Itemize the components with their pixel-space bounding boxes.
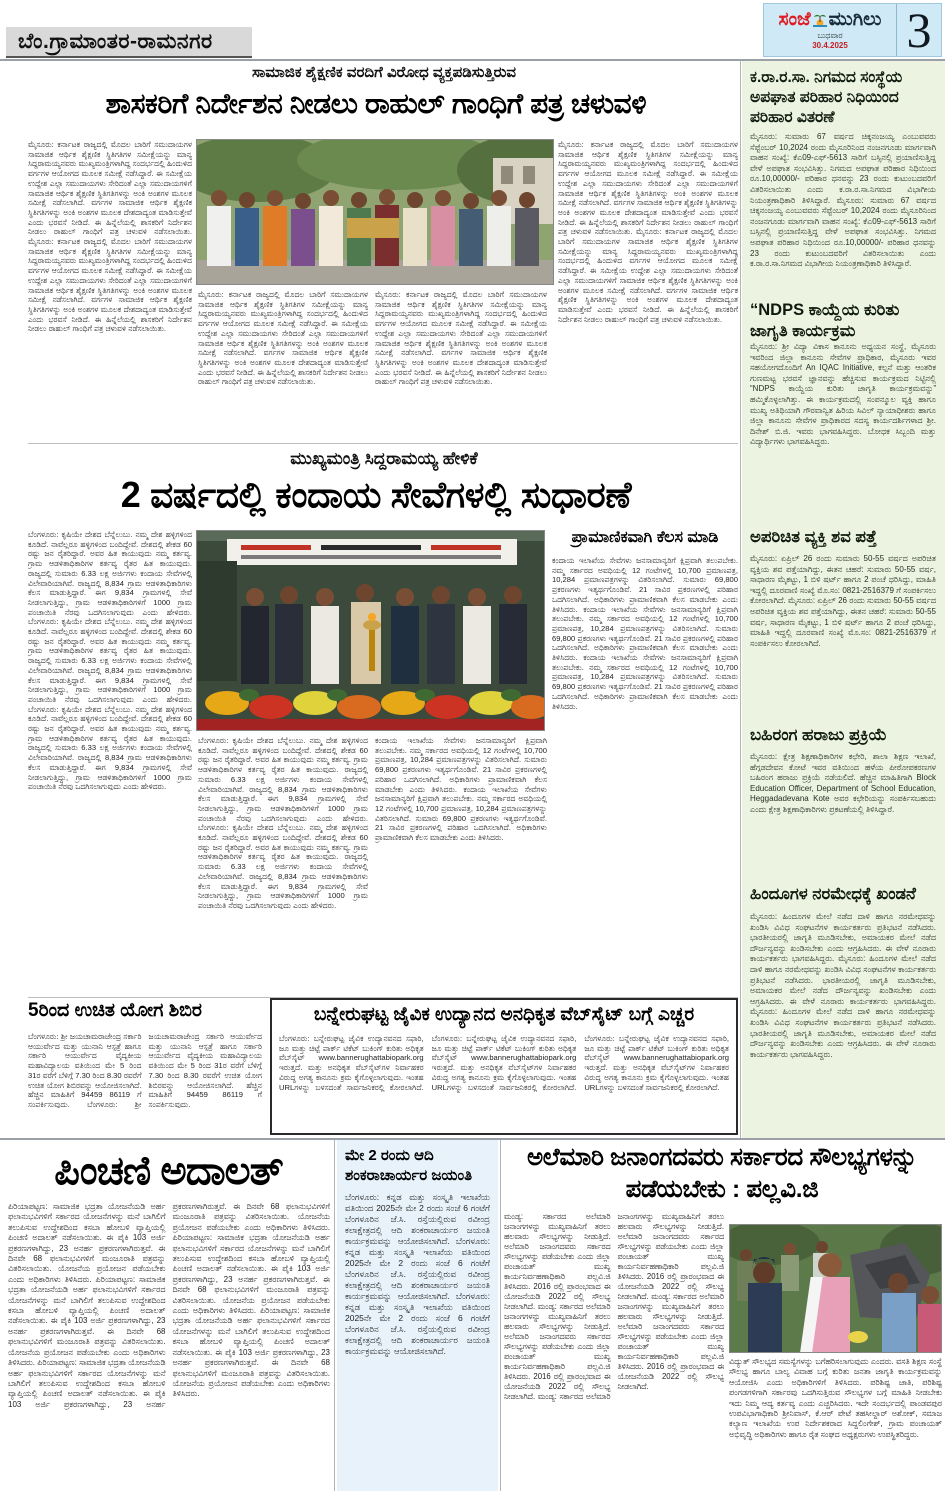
sidebar-article-1-body: ಮೈಸೂರು: ಸುಮಾರು 67 ವರ್ಷದ ಚಿಕ್ಕನಂಜಯ್ಯ ಎಂಬುವವರು ಸೆಪ್ಟೆಂಬರ್ 10,2024 ರಂದು ಮೈಸೂರಿನಿಂದ ನಂಜನಗೂಡು ಮಾರ್ಗವಾಗಿ ವಾಹನ ಸಂಖ್ಯೆ: ಕೆಎ09-ಎಫ್-5613 ಸಾರಿಗೆ ಬಸ್ಸಿನಲ್ಲಿ ಪ್ರಯಾಣಿಸುತ್ತಿದ್ದ ವೇಳೆ ಅಪಘಾತ ಸಂಭವಿಸಿತ್ತು. ನಿಗಮದ ಅಪಘಾತ ಪರಿಹಾರ ನಿಧಿಯಿಂದ ರೂ.10,00000/- ಪರಿಹಾರ ಧನವನ್ನು 23 ರಂದು ಕುಟುಂಬದವರಿಗೆ ವಿತರಿಸಲಾಯಿತು ಎಂದು ಕ.ರಾ.ರ.ಸಾ.ನಿಗಮದ ವಿಭಾಗೀಯ ನಿಯಂತ್ರಣಾಧಿಕಾರಿ ತಿಳಿಸಿದ್ದಾರೆ. ಮೈಸೂರು: ಸುಮಾರು 67 ವರ್ಷದ ಚಿಕ್ಕನಂಜಯ್ಯ ಎಂಬುವವರು ಸೆಪ್ಟೆಂಬರ್ 10,2024 ರಂದು ಮೈಸೂರಿನಿಂದ ನಂಜನಗೂಡು ಮಾರ್ಗವಾಗಿ ವಾಹನ ಸಂಖ್ಯೆ: ಕೆಎ09-ಎಫ್-5613 ಸಾರಿಗೆ ಬಸ್ಸಿನಲ್ಲಿ ಪ್ರಯಾಣಿಸುತ್ತಿದ್ದ ವೇಳೆ ಅಪಘಾತ ಸಂಭವಿಸಿತ್ತು. ನಿಗಮದ ಅಪಘಾತ ಪರಿಹಾರ ನಿಧಿಯಿಂದ ರೂ.10,00000/- ಪರಿಹಾರ ಧನವನ್ನು 23 ರಂದು ಕುಟುಂಬದವರಿಗೆ ವಿತರಿಸಲಾಯಿತು ಎಂದು ಕ.ರಾ.ರ.ಸಾ.ನಿಗಮದ ವಿಭಾಗೀಯ ನಿಯಂತ್ರಣಾಧಿಕಾರಿ ತಿಳಿಸಿದ್ದಾರೆ. bbox=[750, 132, 936, 269]
brand-name-red: ಸಂಜೆ bbox=[778, 9, 811, 30]
sidebar-article-2-headline: “NDPS ಕಾಯ್ದೆಯ ಕುರಿತು ಜಾಗೃತಿ ಕಾರ್ಯಕ್ರಮ bbox=[750, 301, 900, 340]
pension-article-headline: ಪಿಂಚಣಿ ಅದಾಲತ್ bbox=[54, 1149, 283, 1193]
main-article-kicker: ಸಾಮಾಜಿಕ ಶೈಕ್ಷಣಿಕ ವರದಿಗೆ ವಿರೋಧ ವ್ಯಕ್ತಪಡಿಸುತ್ತಿರುವ bbox=[251, 64, 516, 81]
main-article-photo bbox=[196, 139, 554, 285]
crowd-outdoor-photo bbox=[197, 140, 554, 285]
main-article-column-1: ಮೈಸೂರು: ಕರ್ನಾಟಕ ರಾಜ್ಯದಲ್ಲಿ ಮೊದಲ ಬಾರಿಗೆ ಸಮುದಾಯಗಳ ಸಾಮಾಜಿಕ ಆರ್ಥಿಕ ಶೈಕ್ಷಣಿಕ ಸ್ಥಿತಿಗತಿಗಳ ಸಮೀಕ್ಷೆಯನ್ನು ಮಾನ್ಯ ಸಿದ್ದರಾಮಯ್ಯನವರು ಮುಖ್ಯಮಂತ್ರಿಗಳಾಗಿದ್ದ ಸಂದರ್ಭದಲ್ಲಿ ಹಿಂದುಳಿದ ವರ್ಗಗಳ ಆಯೋಗದ ಮೂಲಕ ಸಮೀಕ್ಷೆ ನಡೆಸಿದ್ದಾರೆ. ಈ ಸಮೀಕ್ಷೆಯ ಉದ್ದೇಶ ಎಲ್ಲಾ ಸಮುದಾಯಗಳು ಸೇರಿದಂತೆ ಎಲ್ಲಾ ಸಮುದಾಯಗಳಿಗೆ ಸಾಮಾಜಿಕ ಆರ್ಥಿಕ ಶೈಕ್ಷಣಿಕ ಸ್ಥಿತಿಗತಿಗಳನ್ನು ಅಂಕಿ ಅಂಶಗಳ ಮೂಲಕ ಸಮೀಕ್ಷೆ ನಡೆಸಲಾಗಿದೆ. ವರ್ಗಗಳ ಸಾಮಾಜಿಕ ಆರ್ಥಿಕ ಶೈಕ್ಷಣಿಕ ಸ್ಥಿತಿಗತಿಗಳನ್ನು ಅಂಕಿ ಅಂಶಗಳ ಮೂಲಕ ದೇಶದಾದ್ಯಂತ ಮಾಡಿಸುತ್ತೇವೆ ಎಂದು ಭರವಸೆ ನೀಡಿದೆ. ಈ ಹಿನ್ನೆಲೆಯಲ್ಲಿ ಶಾಸಕರಿಗೆ ನಿರ್ದೇಶನ ನೀಡಲು ರಾಹುಲ್ ಗಾಂಧಿಗೆ ಪತ್ರ ಚಳುವಳಿ ನಡೆಸಲಾಯಿತು. ಮೈಸೂರು: ಕರ್ನಾಟಕ ರಾಜ್ಯದಲ್ಲಿ ಮೊದಲ ಬಾರಿಗೆ ಸಮುದಾಯಗಳ ಸಾಮಾಜಿಕ ಆರ್ಥಿಕ ಶೈಕ್ಷಣಿಕ ಸ್ಥಿತಿಗತಿಗಳ ಸಮೀಕ್ಷೆಯನ್ನು ಮಾನ್ಯ ಸಿದ್ದರಾಮಯ್ಯನವರು ಮುಖ್ಯಮಂತ್ರಿಗಳಾಗಿದ್ದ ಸಂದರ್ಭದಲ್ಲಿ ಹಿಂದುಳಿದ ವರ್ಗಗಳ ಆಯೋಗದ ಮೂಲಕ ಸಮೀಕ್ಷೆ ನಡೆಸಿದ್ದಾರೆ. ಈ ಸಮೀಕ್ಷೆಯ ಉದ್ದೇಶ ಎಲ್ಲಾ ಸಮುದಾಯಗಳು ಸೇರಿದಂತೆ ಎಲ್ಲಾ ಸಮುದಾಯಗಳಿಗೆ ಸಾಮಾಜಿಕ ಆರ್ಥಿಕ ಶೈಕ್ಷಣಿಕ ಸ್ಥಿತಿಗತಿಗಳನ್ನು ಅಂಕಿ ಅಂಶಗಳ ಮೂಲಕ ಸಮೀಕ್ಷೆ ನಡೆಸಲಾಗಿದೆ. ವರ್ಗಗಳ ಸಾಮಾಜಿಕ ಆರ್ಥಿಕ ಶೈಕ್ಷಣಿಕ ಸ್ಥಿತಿಗತಿಗಳನ್ನು ಅಂಕಿ ಅಂಶಗಳ ಮೂಲಕ ದೇಶದಾದ್ಯಂತ ಮಾಡಿಸುತ್ತೇವೆ ಎಂದು ಭರವಸೆ ನೀಡಿದೆ. ಈ ಹಿನ್ನೆಲೆಯಲ್ಲಿ ಶಾಸಕರಿಗೆ ನಿರ್ದೇಶನ ನೀಡಲು ರಾಹುಲ್ ಗಾಂಧಿಗೆ ಪತ್ರ ಚಳುವಳಿ ನಡೆಸಲಾಯಿತು. bbox=[28, 140, 192, 334]
sidebar-divider bbox=[740, 61, 741, 1138]
palm-sunset-icon bbox=[813, 13, 827, 27]
main-article-column-3: ಮೈಸೂರು: ಕರ್ನಾಟಕ ರಾಜ್ಯದಲ್ಲಿ ಮೊದಲ ಬಾರಿಗೆ ಸಮುದಾಯಗಳ ಸಾಮಾಜಿಕ ಆರ್ಥಿಕ ಶೈಕ್ಷಣಿಕ ಸ್ಥಿತಿಗತಿಗಳ ಸಮೀಕ್ಷೆಯನ್ನು ಮಾನ್ಯ ಸಿದ್ದರಾಮಯ್ಯನವರು ಮುಖ್ಯಮಂತ್ರಿಗಳಾಗಿದ್ದ ಸಂದರ್ಭದಲ್ಲಿ ಹಿಂದುಳಿದ ವರ್ಗಗಳ ಆಯೋಗದ ಮೂಲಕ ಸಮೀಕ್ಷೆ ನಡೆಸಿದ್ದಾರೆ. ಈ ಸಮೀಕ್ಷೆಯ ಉದ್ದೇಶ ಎಲ್ಲಾ ಸಮುದಾಯಗಳು ಸೇರಿದಂತೆ ಎಲ್ಲಾ ಸಮುದಾಯಗಳಿಗೆ ಸಾಮಾಜಿಕ ಆರ್ಥಿಕ ಶೈಕ್ಷಣಿಕ ಸ್ಥಿತಿಗತಿಗಳನ್ನು ಅಂಕಿ ಅಂಶಗಳ ಮೂಲಕ ಸಮೀಕ್ಷೆ ನಡೆಸಲಾಗಿದೆ. ವರ್ಗಗಳ ಸಾಮಾಜಿಕ ಆರ್ಥಿಕ ಶೈಕ್ಷಣಿಕ ಸ್ಥಿತಿಗತಿಗಳನ್ನು ಅಂಕಿ ಅಂಶಗಳ ಮೂಲಕ ದೇಶದಾದ್ಯಂತ ಮಾಡಿಸುತ್ತೇವೆ ಎಂದು ಭರವಸೆ ನೀಡಿದೆ. ಈ ಹಿನ್ನೆಲೆಯಲ್ಲಿ ಶಾಸಕರಿಗೆ ನಿರ್ದೇಶನ ನೀಡಲು ರಾಹುಲ್ ಗಾಂಧಿಗೆ ಪತ್ರ ಚಳುವಳಿ ನಡೆಸಲಾಯಿತು. bbox=[375, 290, 547, 387]
cm-article-kicker: ಮುಖ್ಯಮಂತ್ರಿ ಸಿದ್ದರಾಮಯ್ಯ ಹೇಳಿಕೆ bbox=[290, 449, 478, 468]
biopark-article-headline: ಬನ್ನೇರುಘಟ್ಟ ಜೈವಿಕ ಉದ್ಯಾನದ ಅನಧಿಕೃತ ವೆಬ್‌ಸೈಟ್ ಬಗ್ಗೆ ಎಚ್ಚರ bbox=[313, 1003, 695, 1024]
cm-article-column-2: ಬೆಂಗಳೂರು: ಕೃಷಿಯೇ ದೇಶದ ಬೆನ್ನೆಲುಬು. ನಮ್ಮ ದೇಶ ಹಳ್ಳಿಗಳಿಂದ ಕೂಡಿದೆ. ನಾವೆಲ್ಲರೂ ಹಳ್ಳಿಗಳಿಂದ ಬಂದಿದ್ದೇವೆ. ದೇಶದಲ್ಲಿ ಶೇಕಡ 60 ರಷ್ಟು ಜನ ರೈತರಿದ್ದಾರೆ. ಅವರ ಹಿತ ಕಾಯುವುದು ನಮ್ಮ ಕರ್ತವ್ಯ. ಗ್ರಾಮ ಆಡಳಿತಾಧಿಕಾರಿಗಳ ಕರ್ತವ್ಯ ರೈತರ ಹಿತ ಕಾಯುವುದು. ರಾಜ್ಯದಲ್ಲಿ ಸುಮಾರು 6.33 ಲಕ್ಷ ಅರ್ಜಿಗಳು ಕಂದಾಯ ಸೇವೆಗಳಲ್ಲಿ ವಿಲೇವಾರಿಯಾಗಿವೆ. ರಾಜ್ಯದಲ್ಲಿ 8,834 ಗ್ರಾಮ ಆಡಳಿತಾಧಿಕಾರಿಗಳು ಕೆಲಸ ಮಾಡುತ್ತಿದ್ದಾರೆ. ಈಗ 9,834 ಗ್ರಾಮಗಳಲ್ಲಿ ಸೇವೆ ನೀಡಲಾಗುತ್ತಿದ್ದು, ಗ್ರಾಮ ಆಡಳಿತಾಧಿಕಾರಿಗಳಿಗೆ 1000 ಗ್ರಾಮ ಪಂಚಾಯಿತಿ ನೆರವು ಒದಗಿಸಲಾಗುವುದು ಎಂದು ಹೇಳಿದರು. ಬೆಂಗಳೂರು: ಕೃಷಿಯೇ ದೇಶದ ಬೆನ್ನೆಲುಬು. ನಮ್ಮ ದೇಶ ಹಳ್ಳಿಗಳಿಂದ ಕೂಡಿದೆ. ನಾವೆಲ್ಲರೂ ಹಳ್ಳಿಗಳಿಂದ ಬಂದಿದ್ದೇವೆ. ದೇಶದಲ್ಲಿ ಶೇಕಡ 60 ರಷ್ಟು ಜನ ರೈತರಿದ್ದಾರೆ. ಅವರ ಹಿತ ಕಾಯುವುದು ನಮ್ಮ ಕರ್ತವ್ಯ. ಗ್ರಾಮ ಆಡಳಿತಾಧಿಕಾರಿಗಳ ಕರ್ತವ್ಯ ರೈತರ ಹಿತ ಕಾಯುವುದು. ರಾಜ್ಯದಲ್ಲಿ ಸುಮಾರು 6.33 ಲಕ್ಷ ಅರ್ಜಿಗಳು ಕಂದಾಯ ಸೇವೆಗಳಲ್ಲಿ ವಿಲೇವಾರಿಯಾಗಿವೆ. ರಾಜ್ಯದಲ್ಲಿ 8,834 ಗ್ರಾಮ ಆಡಳಿತಾಧಿಕಾರಿಗಳು ಕೆಲಸ ಮಾಡುತ್ತಿದ್ದಾರೆ. ಈಗ 9,834 ಗ್ರಾಮಗಳಲ್ಲಿ ಸೇವೆ ನೀಡಲಾಗುತ್ತಿದ್ದು, ಗ್ರಾಮ ಆಡಳಿತಾಧಿಕಾರಿಗಳಿಗೆ 1000 ಗ್ರಾಮ ಪಂಚಾಯಿತಿ ನೆರವು ಒದಗಿಸಲಾಗುವುದು ಎಂದು ಹೇಳಿದರು. bbox=[198, 736, 368, 910]
sidebar-article-5-body: ಮೈಸೂರು: ಹಿಂದೂಗಳ ಮೇಲೆ ನಡೆದ ದಾಳಿ ಹಾಗೂ ನರಮೇಧವನ್ನು ಖಂಡಿಸಿ ವಿವಿಧ ಸಂಘಟನೆಗಳ ಕಾರ್ಯಕರ್ತರು ಪ್ರತಿಭಟನೆ ನಡೆಸಿದರು. ಭಾರತೀಯರಲ್ಲಿ ಜಾಗೃತಿ ಮೂಡಿಸಬೇಕು, ಅಮಾಯಕರ ಮೇಲೆ ನಡೆದ ದೌರ್ಜನ್ಯವನ್ನು ಖಂಡಿಸಬೇಕು ಎಂದು ಆಗ್ರಹಿಸಿದರು. ಈ ವೇಳೆ ನೂರಾರು ಕಾರ್ಯಕರ್ತರು ಭಾಗವಹಿಸಿದ್ದರು. ಮೈಸೂರು: ಹಿಂದೂಗಳ ಮೇಲೆ ನಡೆದ ದಾಳಿ ಹಾಗೂ ನರಮೇಧವನ್ನು ಖಂಡಿಸಿ ವಿವಿಧ ಸಂಘಟನೆಗಳ ಕಾರ್ಯಕರ್ತರು ಪ್ರತಿಭಟನೆ ನಡೆಸಿದರು. ಭಾರತೀಯರಲ್ಲಿ ಜಾಗೃತಿ ಮೂಡಿಸಬೇಕು, ಅಮಾಯಕರ ಮೇಲೆ ನಡೆದ ದೌರ್ಜನ್ಯವನ್ನು ಖಂಡಿಸಬೇಕು ಎಂದು ಆಗ್ರಹಿಸಿದರು. ಈ ವೇಳೆ ನೂರಾರು ಕಾರ್ಯಕರ್ತರು ಭಾಗವಹಿಸಿದ್ದರು. ಮೈಸೂರು: ಹಿಂದೂಗಳ ಮೇಲೆ ನಡೆದ ದಾಳಿ ಹಾಗೂ ನರಮೇಧವನ್ನು ಖಂಡಿಸಿ ವಿವಿಧ ಸಂಘಟನೆಗಳ ಕಾರ್ಯಕರ್ತರು ಪ್ರತಿಭಟನೆ ನಡೆಸಿದರು. ಭಾರತೀಯರಲ್ಲಿ ಜಾಗೃತಿ ಮೂಡಿಸಬೇಕು, ಅಮಾಯಕರ ಮೇಲೆ ನಡೆದ ದೌರ್ಜನ್ಯವನ್ನು ಖಂಡಿಸಬೇಕು ಎಂದು ಆಗ್ರಹಿಸಿದರು. ಈ ವೇಳೆ ನೂರಾರು ಕಾರ್ಯಕರ್ತರು ಭಾಗವಹಿಸಿದ್ದರು. bbox=[750, 912, 936, 1059]
sidebar-article-3-body: ಮೈಸೂರು: ಏಪ್ರಿಲ್ 26 ರಂದು ಸುಮಾರು 50-55 ವರ್ಷದ ಅಪರಿಚಿತ ವ್ಯಕ್ತಿಯ ಶವ ಪತ್ತೆಯಾಗಿದ್ದು, ಈತನ ಚಹರೆ: ಸುಮಾರು 50-55 ವರ್ಷ, ಸಾಧಾರಣ ಮೈಕಟ್ಟು, 1 ಬಿಳಿ ಷರ್ಟ್ ಹಾಗೂ 2 ಪಂಚೆ ಧರಿಸಿದ್ದು, ಮಾಹಿತಿ ಇದ್ದಲ್ಲಿ ದೂರವಾಣಿ ಸಂಖ್ಯೆ ಮೊ.ಸಂ: 0821-2516379 ಗೆ ಸಂಪರ್ಕಿಸಲು ಕೋರಲಾಗಿದೆ. ಮೈಸೂರು: ಏಪ್ರಿಲ್ 26 ರಂದು ಸುಮಾರು 50-55 ವರ್ಷದ ಅಪರಿಚಿತ ವ್ಯಕ್ತಿಯ ಶವ ಪತ್ತೆಯಾಗಿದ್ದು, ಈತನ ಚಹರೆ: ಸುಮಾರು 50-55 ವರ್ಷ, ಸಾಧಾರಣ ಮೈಕಟ್ಟು, 1 ಬಿಳಿ ಷರ್ಟ್ ಹಾಗೂ 2 ಪಂಚೆ ಧರಿಸಿದ್ದು, ಮಾಹಿತಿ ಇದ್ದಲ್ಲಿ ದೂರವಾಣಿ ಸಂಖ್ಯೆ ಮೊ.ಸಂ: 0821-2516379 ಗೆ ಸಂಪರ್ಕಿಸಲು ಕೋರಲಾಗಿದೆ. bbox=[750, 554, 936, 648]
bottom-divider-1 bbox=[334, 1140, 335, 1491]
yoga-article-headline: 5ರಿಂದ ಉಚಿತ ಯೋಗ ಶಿಬಿರ bbox=[28, 1000, 202, 1021]
biopark-article-body: ಬೆಂಗಳೂರು: ಬನ್ನೇರುಘಟ್ಟ ಜೈವಿಕ ಉದ್ಯಾನವನದ ಸಫಾರಿ, ಜೂ ಮತ್ತು ಚಿಟ್ಟೆ ಪಾರ್ಕ್ ಟಿಕೆಟ್ ಬುಕಿಂಗ್ ಕುರಿತು ಅಧಿಕೃತ ವೆಬ್‌ಸೈಟ್ www.bannerughattabiopark.org ಇರುತ್ತದೆ. ಮತ್ತು ಅನಧಿಕೃತ ವೆಬ್‌ಸೈಟ್‌ಗಳ ನಿರ್ವಾಹಕರ ವಿರುದ್ಧ ಅಗತ್ಯ ಕಾನೂನು ಕ್ರಮ ಕೈಗೊಳ್ಳಲಾಗುವುದು. ಇಂತಹ URLಗಳನ್ನು ಬಳಸದಂತೆ ಸಾರ್ವಜನಿಕರಲ್ಲಿ ಕೋರಲಾಗಿದೆ. ಬೆಂಗಳೂರು: ಬನ್ನೇರುಘಟ್ಟ ಜೈವಿಕ ಉದ್ಯಾನವನದ ಸಫಾರಿ, ಜೂ ಮತ್ತು ಚಿಟ್ಟೆ ಪಾರ್ಕ್ ಟಿಕೆಟ್ ಬುಕಿಂಗ್ ಕುರಿತು ಅಧಿಕೃತ ವೆಬ್‌ಸೈಟ್ www.bannerughattabiopark.org ಇರುತ್ತದೆ. ಮತ್ತು ಅನಧಿಕೃತ ವೆಬ್‌ಸೈಟ್‌ಗಳ ನಿರ್ವಾಹಕರ ವಿರುದ್ಧ ಅಗತ್ಯ ಕಾನೂನು ಕ್ರಮ ಕೈಗೊಳ್ಳಲಾಗುವುದು. ಇಂತಹ URLಗಳನ್ನು ಬಳಸದಂತೆ ಸಾರ್ವಜನಿಕರಲ್ಲಿ ಕೋರಲಾಗಿದೆ. ಬೆಂಗಳೂರು: ಬನ್ನೇರುಘಟ್ಟ ಜೈವಿಕ ಉದ್ಯಾನವನದ ಸಫಾರಿ, ಜೂ ಮತ್ತು ಚಿಟ್ಟೆ ಪಾರ್ಕ್ ಟಿಕೆಟ್ ಬುಕಿಂಗ್ ಕುರಿತು ಅಧಿಕೃತ ವೆಬ್‌ಸೈಟ್ www.bannerughattabiopark.org ಇರುತ್ತದೆ. ಮತ್ತು ಅನಧಿಕೃತ ವೆಬ್‌ಸೈಟ್‌ಗಳ ನಿರ್ವಾಹಕರ ವಿರುದ್ಧ ಅಗತ್ಯ ಕಾನೂನು ಕ್ರಮ ಕೈಗೊಳ್ಳಲಾಗುವುದು. ಇಂತಹ URLಗಳನ್ನು ಬಳಸದಂತೆ ಸಾರ್ವಜನಿಕರಲ್ಲಿ ಕೋರಲಾಗಿದೆ. bbox=[279, 1034, 729, 1092]
section-banner bbox=[6, 27, 252, 58]
alemari-article-body-below-photo: ವಿದ್ಯುತ್ ಸೌಲಭ್ಯದ ಸಮಸ್ಯೆಗಳನ್ನು ಬಗೆಹರಿಸಲಾಗುವುದು ಎಂದರು. ವಸತಿ ಶಿಕ್ಷಣ ಸಂಸ್ಥೆ ಸೌಲಭ್ಯ ಹಾಗೂ ಬಾಲ್ಯ ವಿವಾಹ ಬಗ್ಗೆ ಕುರಿತು ಜನತಾ ಜಾಗೃತಿ ಕಾರ್ಯಕ್ರಮವನ್ನು ಆಯೋಜಿಸಿ ಎಂದು ಅಧಿಕಾರಿಗಳಿಗೆ ತಿಳಿಸಿದರು. ಪರಿಶಿಷ್ಟ ಜಾತಿ, ಪರಿಶಿಷ್ಟ ಪಂಗಡಗಳಿಗಾಗಿ ಸರ್ಕಾರವು ಒದಗಿಸುತ್ತಿರುವ ಸೌಲಭ್ಯಗಳ ಬಗ್ಗೆ ಮಾಹಿತಿ ನೀಡಬೇಕು ಇದು ನಿಮ್ಮ ಆದ್ಯ ಕರ್ತವ್ಯ ಎಂದು ಎಚ್ಚರಿಸಿದರು. ಇದೇ ಸಂದರ್ಭದಲ್ಲಿ ಪಾಂಡವಪುರ ಉಪವಿಭಾಗಾಧಿಕಾರಿ ಶ್ರೀನಿವಾಸ್, ಕೆ.ಆರ್ ಪೇಟೆ ತಹಸೀಲ್ದಾರ್ ಅಶೋಕ್, ಸಮಾಜ ಕಲ್ಯಾಣ ಇಲಾಖೆಯ ಉಪ ನಿರ್ದೇಶಕರಾದ ಸಿದ್ದಲಿಂಗೇಶ್, ಗ್ರಾಮ ಪಂಚಾಯತ್ ಅಭಿವೃದ್ಧಿ ಅಧಿಕಾರಿಗಳು ಹಾಗೂ ರೈತ ಸಂಘದ ಅಧ್ಯಕ್ಷರುಗಳು ಉಪಸ್ಥಿತರಿದ್ದರು. bbox=[729, 1357, 942, 1439]
alemari-article-headline: ಅಲೆಮಾರಿ ಜನಾಂಗದವರು ಸರ್ಕಾರದ ಸೌಲಭ್ಯಗಳನ್ನು ಪಡೆಯಬೇಕು : ಪಲ್ಲವಿ.ಜಿ bbox=[526, 1144, 918, 1203]
masthead-brand bbox=[764, 4, 897, 56]
cm-article-headline: 2 ವರ್ಷದಲ್ಲಿ ಕಂದಾಯ ಸೇವೆಗಳಲ್ಲಿ ಸುಧಾರಣೆ bbox=[120, 474, 632, 515]
yoga-article-body: ಬೆಂಗಳೂರು: ಶ್ರೀ ಜಯಚಾಮರಾಜೇಂದ್ರ ಸರ್ಕಾರಿ ಆಯುರ್ವೇದ ಮತ್ತು ಯುನಾನಿ ಆಸ್ಪತ್ರೆ ಹಾಗೂ ಸರ್ಕಾರಿ ಆಯುರ್ವೇದ ವೈದ್ಯಕೀಯ ಮಹಾವಿದ್ಯಾಲಯ ವತಿಯಿಂದ ಮೇ 5 ರಿಂದ 31ರ ವರೆಗೆ ಬೆಳಿಗ್ಗೆ 7.30 ರಿಂದ 8.30 ರವರೆಗೆ ಉಚಿತ ಯೋಗ ಶಿಬಿರವನ್ನು ಆಯೋಜಿಸಲಾಗಿದೆ. ಹೆಚ್ಚಿನ ಮಾಹಿತಿಗೆ 94459 86119 ಗೆ ಸಂಪರ್ಕಿಸುವುದು. ಬೆಂಗಳೂರು: ಶ್ರೀ ಜಯಚಾಮರಾಜೇಂದ್ರ ಸರ್ಕಾರಿ ಆಯುರ್ವೇದ ಮತ್ತು ಯುನಾನಿ ಆಸ್ಪತ್ರೆ ಹಾಗೂ ಸರ್ಕಾರಿ ಆಯುರ್ವೇದ ವೈದ್ಯಕೀಯ ಮಹಾವಿದ್ಯಾಲಯ ವತಿಯಿಂದ ಮೇ 5 ರಿಂದ 31ರ ವರೆಗೆ ಬೆಳಿಗ್ಗೆ 7.30 ರಿಂದ 8.30 ರವರೆಗೆ ಉಚಿತ ಯೋಗ ಶಿಬಿರವನ್ನು ಆಯೋಜಿಸಲಾಗಿದೆ. ಹೆಚ್ಚಿನ ಮಾಹಿತಿಗೆ 94459 86119 ಗೆ ಸಂಪರ್ಕಿಸುವುದು. bbox=[28, 1032, 262, 1109]
lamp-lighting-event-photo bbox=[197, 531, 545, 731]
alemari-article-column-left: ಮಂಡ್ಯ: ಸರ್ಕಾರದ ಅಲೆಮಾರಿ ಜನಾಂಗಗಳನ್ನು ಮುಖ್ಯವಾಹಿನಿಗೆ ತರಲು ಹಲವಾರು ಸೌಲಭ್ಯಗಳನ್ನು ನೀಡುತ್ತಿದೆ. ಅಲೆಮಾರಿ ಜನಾಂಗದವರು ಸರ್ಕಾರದ ಸೌಲಭ್ಯಗಳನ್ನು ಪಡೆಯಬೇಕು ಎಂದು ಜಿಲ್ಲಾ ಪಂಚಾಯತ್ ಮುಖ್ಯ ಕಾರ್ಯನಿರ್ವಹಣಾಧಿಕಾರಿ ಪಲ್ಲವಿ.ಜಿ ತಿಳಿಸಿದರು. 2016 ರಲ್ಲಿ ಪ್ರಾರಂಭವಾದ ಈ ಯೋಜನೆಯಡಿ 2022 ರಲ್ಲಿ ಸೌಲಭ್ಯ ನೀಡಲಾಗಿದೆ. ಮಂಡ್ಯ: ಸರ್ಕಾರದ ಅಲೆಮಾರಿ ಜನಾಂಗಗಳನ್ನು ಮುಖ್ಯವಾಹಿನಿಗೆ ತರಲು ಹಲವಾರು ಸೌಲಭ್ಯಗಳನ್ನು ನೀಡುತ್ತಿದೆ. ಅಲೆಮಾರಿ ಜನಾಂಗದವರು ಸರ್ಕಾರದ ಸೌಲಭ್ಯಗಳನ್ನು ಪಡೆಯಬೇಕು ಎಂದು ಜಿಲ್ಲಾ ಪಂಚಾಯತ್ ಮುಖ್ಯ ಕಾರ್ಯನಿರ್ವಹಣಾಧಿಕಾರಿ ಪಲ್ಲವಿ.ಜಿ ತಿಳಿಸಿದರು. 2016 ರಲ್ಲಿ ಪ್ರಾರಂಭವಾದ ಈ ಯೋಜನೆಯಡಿ 2022 ರಲ್ಲಿ ಸೌಲಭ್ಯ ನೀಡಲಾಗಿದೆ. ಮಂಡ್ಯ: ಸರ್ಕಾರದ ಅಲೆಮಾರಿ ಜನಾಂಗಗಳನ್ನು ಮುಖ್ಯವಾಹಿನಿಗೆ ತರಲು ಹಲವಾರು ಸೌಲಭ್ಯಗಳನ್ನು ನೀಡುತ್ತಿದೆ. ಅಲೆಮಾರಿ ಜನಾಂಗದವರು ಸರ್ಕಾರದ ಸೌಲಭ್ಯಗಳನ್ನು ಪಡೆಯಬೇಕು ಎಂದು ಜಿಲ್ಲಾ ಪಂಚಾಯತ್ ಮುಖ್ಯ ಕಾರ್ಯನಿರ್ವಹಣಾಧಿಕಾರಿ ಪಲ್ಲವಿ.ಜಿ ತಿಳಿಸಿದರು. 2016 ರಲ್ಲಿ ಪ್ರಾರಂಭವಾದ ಈ ಯೋಜನೆಯಡಿ 2022 ರಲ್ಲಿ ಸೌಲಭ್ಯ ನೀಡಲಾಗಿದೆ. ಮಂಡ್ಯ: ಸರ್ಕಾರದ ಅಲೆಮಾರಿ ಜನಾಂಗಗಳನ್ನು ಮುಖ್ಯವಾಹಿನಿಗೆ ತರಲು ಹಲವಾರು ಸೌಲಭ್ಯಗಳನ್ನು ನೀಡುತ್ತಿದೆ. ಅಲೆಮಾರಿ ಜನಾಂಗದವರು ಸರ್ಕಾರದ ಸೌಲಭ್ಯಗಳನ್ನು ಪಡೆಯಬೇಕು ಎಂದು ಜಿಲ್ಲಾ ಪಂಚಾಯತ್ ಮುಖ್ಯ ಕಾರ್ಯನಿರ್ವಹಣಾಧಿಕಾರಿ ಪಲ್ಲವಿ.ಜಿ ತಿಳಿಸಿದರು. 2016 ರಲ್ಲಿ ಪ್ರಾರಂಭವಾದ ಈ ಯೋಜನೆಯಡಿ 2022 ರಲ್ಲಿ ಸೌಲಭ್ಯ ನೀಡಲಾಗಿದೆ. bbox=[504, 1212, 724, 1401]
page-number: 3 bbox=[906, 2, 932, 58]
sidebar-article-1-headline: ಕ.ರಾ.ರ.ಸಾ. ನಿಗಮದ ಸಂಸ್ಥೆಯ ಅಪಘಾತ ಪರಿಹಾರ ನಿಧಿಯಿಂದ ಪರಿಹಾರ ವಿತರಣೆ bbox=[750, 69, 903, 126]
cm-article-column-3: ಕಂದಾಯ ಇಲಾಖೆಯ ಸೇವೆಗಳು ಜನಸಾಮಾನ್ಯರಿಗೆ ಕ್ಷಿಪ್ರವಾಗಿ ತಲುಪಬೇಕು. ನಮ್ಮ ಸರ್ಕಾರದ ಅವಧಿಯಲ್ಲಿ 12 ಗಂಟೆಗಳಲ್ಲಿ 10,700 ಪ್ರಮಾಣಪತ್ರ, 10,284 ಪ್ರಮಾಣಪತ್ರಗಳನ್ನು ವಿತರಿಸಲಾಗಿದೆ. ಸುಮಾರು 69,800 ಪ್ರಕರಣಗಳು ಇತ್ಯರ್ಥಗೊಂಡಿವೆ. 21 ಸಾವಿರ ಪ್ರಕರಣಗಳಲ್ಲಿ ಪರಿಹಾರ ಒದಗಿಸಲಾಗಿದೆ. ಅಧಿಕಾರಿಗಳು ಪ್ರಾಮಾಣಿಕವಾಗಿ ಕೆಲಸ ಮಾಡಬೇಕು ಎಂದು ತಿಳಿಸಿದರು. ಕಂದಾಯ ಇಲಾಖೆಯ ಸೇವೆಗಳು ಜನಸಾಮಾನ್ಯರಿಗೆ ಕ್ಷಿಪ್ರವಾಗಿ ತಲುಪಬೇಕು. ನಮ್ಮ ಸರ್ಕಾರದ ಅವಧಿಯಲ್ಲಿ 12 ಗಂಟೆಗಳಲ್ಲಿ 10,700 ಪ್ರಮಾಣಪತ್ರ, 10,284 ಪ್ರಮಾಣಪತ್ರಗಳನ್ನು ವಿತರಿಸಲಾಗಿದೆ. ಸುಮಾರು 69,800 ಪ್ರಕರಣಗಳು ಇತ್ಯರ್ಥಗೊಂಡಿವೆ. 21 ಸಾವಿರ ಪ್ರಕರಣಗಳಲ್ಲಿ ಪರಿಹಾರ ಒದಗಿಸಲಾಗಿದೆ. ಅಧಿಕಾರಿಗಳು ಪ್ರಾಮಾಣಿಕವಾಗಿ ಕೆಲಸ ಮಾಡಬೇಕು ಎಂದು ತಿಳಿಸಿದರು. bbox=[375, 736, 547, 843]
shankara-article-box bbox=[337, 1140, 498, 1491]
cm-article-column-1: ಬೆಂಗಳೂರು: ಕೃಷಿಯೇ ದೇಶದ ಬೆನ್ನೆಲುಬು. ನಮ್ಮ ದೇಶ ಹಳ್ಳಿಗಳಿಂದ ಕೂಡಿದೆ. ನಾವೆಲ್ಲರೂ ಹಳ್ಳಿಗಳಿಂದ ಬಂದಿದ್ದೇವೆ. ದೇಶದಲ್ಲಿ ಶೇಕಡ 60 ರಷ್ಟು ಜನ ರೈತರಿದ್ದಾರೆ. ಅವರ ಹಿತ ಕಾಯುವುದು ನಮ್ಮ ಕರ್ತವ್ಯ. ಗ್ರಾಮ ಆಡಳಿತಾಧಿಕಾರಿಗಳ ಕರ್ತವ್ಯ ರೈತರ ಹಿತ ಕಾಯುವುದು. ರಾಜ್ಯದಲ್ಲಿ ಸುಮಾರು 6.33 ಲಕ್ಷ ಅರ್ಜಿಗಳು ಕಂದಾಯ ಸೇವೆಗಳಲ್ಲಿ ವಿಲೇವಾರಿಯಾಗಿವೆ. ರಾಜ್ಯದಲ್ಲಿ 8,834 ಗ್ರಾಮ ಆಡಳಿತಾಧಿಕಾರಿಗಳು ಕೆಲಸ ಮಾಡುತ್ತಿದ್ದಾರೆ. ಈಗ 9,834 ಗ್ರಾಮಗಳಲ್ಲಿ ಸೇವೆ ನೀಡಲಾಗುತ್ತಿದ್ದು, ಗ್ರಾಮ ಆಡಳಿತಾಧಿಕಾರಿಗಳಿಗೆ 1000 ಗ್ರಾಮ ಪಂಚಾಯಿತಿ ನೆರವು ಒದಗಿಸಲಾಗುವುದು ಎಂದು ಹೇಳಿದರು. ಬೆಂಗಳೂರು: ಕೃಷಿಯೇ ದೇಶದ ಬೆನ್ನೆಲುಬು. ನಮ್ಮ ದೇಶ ಹಳ್ಳಿಗಳಿಂದ ಕೂಡಿದೆ. ನಾವೆಲ್ಲರೂ ಹಳ್ಳಿಗಳಿಂದ ಬಂದಿದ್ದೇವೆ. ದೇಶದಲ್ಲಿ ಶೇಕಡ 60 ರಷ್ಟು ಜನ ರೈತರಿದ್ದಾರೆ. ಅವರ ಹಿತ ಕಾಯುವುದು ನಮ್ಮ ಕರ್ತವ್ಯ. ಗ್ರಾಮ ಆಡಳಿತಾಧಿಕಾರಿಗಳ ಕರ್ತವ್ಯ ರೈತರ ಹಿತ ಕಾಯುವುದು. ರಾಜ್ಯದಲ್ಲಿ ಸುಮಾರು 6.33 ಲಕ್ಷ ಅರ್ಜಿಗಳು ಕಂದಾಯ ಸೇವೆಗಳಲ್ಲಿ ವಿಲೇವಾರಿಯಾಗಿವೆ. ರಾಜ್ಯದಲ್ಲಿ 8,834 ಗ್ರಾಮ ಆಡಳಿತಾಧಿಕಾರಿಗಳು ಕೆಲಸ ಮಾಡುತ್ತಿದ್ದಾರೆ. ಈಗ 9,834 ಗ್ರಾಮಗಳಲ್ಲಿ ಸೇವೆ ನೀಡಲಾಗುತ್ತಿದ್ದು, ಗ್ರಾಮ ಆಡಳಿತಾಧಿಕಾರಿಗಳಿಗೆ 1000 ಗ್ರಾಮ ಪಂಚಾಯಿತಿ ನೆರವು ಒದಗಿಸಲಾಗುವುದು ಎಂದು ಹೇಳಿದರು. ಬೆಂಗಳೂರು: ಕೃಷಿಯೇ ದೇಶದ ಬೆನ್ನೆಲುಬು. ನಮ್ಮ ದೇಶ ಹಳ್ಳಿಗಳಿಂದ ಕೂಡಿದೆ. ನಾವೆಲ್ಲರೂ ಹಳ್ಳಿಗಳಿಂದ ಬಂದಿದ್ದೇವೆ. ದೇಶದಲ್ಲಿ ಶೇಕಡ 60 ರಷ್ಟು ಜನ ರೈತರಿದ್ದಾರೆ. ಅವರ ಹಿತ ಕಾಯುವುದು ನಮ್ಮ ಕರ್ತವ್ಯ. ಗ್ರಾಮ ಆಡಳಿತಾಧಿಕಾರಿಗಳ ಕರ್ತವ್ಯ ರೈತರ ಹಿತ ಕಾಯುವುದು. ರಾಜ್ಯದಲ್ಲಿ ಸುಮಾರು 6.33 ಲಕ್ಷ ಅರ್ಜಿಗಳು ಕಂದಾಯ ಸೇವೆಗಳಲ್ಲಿ ವಿಲೇವಾರಿಯಾಗಿವೆ. ರಾಜ್ಯದಲ್ಲಿ 8,834 ಗ್ರಾಮ ಆಡಳಿತಾಧಿಕಾರಿಗಳು ಕೆಲಸ ಮಾಡುತ್ತಿದ್ದಾರೆ. ಈಗ 9,834 ಗ್ರಾಮಗಳಲ್ಲಿ ಸೇವೆ ನೀಡಲಾಗುತ್ತಿದ್ದು, ಗ್ರಾಮ ಆಡಳಿತಾಧಿಕಾರಿಗಳಿಗೆ 1000 ಗ್ರಾಮ ಪಂಚಾಯಿತಿ ನೆರವು ಒದಗಿಸಲಾಗುವುದು ಎಂದು ಹೇಳಿದರು. bbox=[28, 530, 192, 792]
shankara-article-headline: ಮೇ 2 ರಂದು ಆದಿ ಶಂಕರಾಚಾರ್ಯರ ಜಯಂತಿ bbox=[345, 1147, 473, 1184]
sidebar-article-5-headline: ಹಿಂದೂಗಳ ನರಮೇಧಕ್ಕೆ ಖಂಡನೆ bbox=[750, 885, 916, 903]
shankara-article-body: ಬೆಂಗಳೂರು: ಕನ್ನಡ ಮತ್ತು ಸಂಸ್ಕೃತಿ ಇಲಾಖೆಯ ವತಿಯಿಂದ 2025ನೇ ಮೇ 2 ರಂದು ಸಂಜೆ 6 ಗಂಟೆಗೆ ಬೆಂಗಳೂರಿನ ಜೆ.ಸಿ. ರಸ್ತೆಯಲ್ಲಿರುವ ರವೀಂದ್ರ ಕಲಾಕ್ಷೇತ್ರದಲ್ಲಿ ಆದಿ ಶಂಕರಾಚಾರ್ಯರ ಜಯಂತಿ ಕಾರ್ಯಕ್ರಮವನ್ನು ಆಯೋಜಿಸಲಾಗಿದೆ. ಬೆಂಗಳೂರು: ಕನ್ನಡ ಮತ್ತು ಸಂಸ್ಕೃತಿ ಇಲಾಖೆಯ ವತಿಯಿಂದ 2025ನೇ ಮೇ 2 ರಂದು ಸಂಜೆ 6 ಗಂಟೆಗೆ ಬೆಂಗಳೂರಿನ ಜೆ.ಸಿ. ರಸ್ತೆಯಲ್ಲಿರುವ ರವೀಂದ್ರ ಕಲಾಕ್ಷೇತ್ರದಲ್ಲಿ ಆದಿ ಶಂಕರಾಚಾರ್ಯರ ಜಯಂತಿ ಕಾರ್ಯಕ್ರಮವನ್ನು ಆಯೋಜಿಸಲಾಗಿದೆ. ಬೆಂಗಳೂರು: ಕನ್ನಡ ಮತ್ತು ಸಂಸ್ಕೃತಿ ಇಲಾಖೆಯ ವತಿಯಿಂದ 2025ನೇ ಮೇ 2 ರಂದು ಸಂಜೆ 6 ಗಂಟೆಗೆ ಬೆಂಗಳೂರಿನ ಜೆ.ಸಿ. ರಸ್ತೆಯಲ್ಲಿರುವ ರವೀಂದ್ರ ಕಲಾಕ್ಷೇತ್ರದಲ್ಲಿ ಆದಿ ಶಂಕರಾಚಾರ್ಯರ ಜಯಂತಿ ಕಾರ್ಯಕ್ರಮವನ್ನು ಆಯೋಜಿಸಲಾಗಿದೆ. bbox=[345, 1192, 490, 1356]
sidebar-article-4-body: ಮೈಸೂರು: ಕ್ಷೇತ್ರ ಶಿಕ್ಷಣಾಧಿಕಾರಿಗಳ ಕಛೇರಿ, ಶಾಲಾ ಶಿಕ್ಷಣ ಇಲಾಖೆ, ಹೆಗ್ಗಡದೇವನ ಕೋಟೆ ಇವರ ವತಿಯಿಂದ ಹಳೆಯ ಪೀಠೋಪಕರಣಗಳ ಬಹಿರಂಗ ಹರಾಜು ಪ್ರಕ್ರಿಯೆ ನಡೆಯಲಿದೆ. ಹೆಚ್ಚಿನ ಮಾಹಿತಿಗಾಗಿ Block Education Officer, Department of School Education, Heggadadevana Kote ಅವರ ಕಛೇರಿಯನ್ನು ಸಂಪರ್ಕಿಸಬಹುದು ಎಂದು ಕ್ಷೇತ್ರ ಶಿಕ್ಷಣಾಧಿಕಾರಿಗಳು ಪ್ರಕಟಣೆಯಲ್ಲಿ ತಿಳಿಸಿದ್ದಾರೆ. bbox=[750, 752, 936, 814]
masthead bbox=[763, 3, 942, 57]
field-visit-photo bbox=[730, 1225, 942, 1353]
brand-name-dark: ಮುಗಿಲು bbox=[828, 9, 882, 30]
pension-article-body: ಪಿರಿಯಾಪಟ್ಟಣ: ಸಾಮಾಜಿಕ ಭದ್ರತಾ ಯೋಜನೆಯಡಿ ಅರ್ಹ ಫಲಾನುಭವಿಗಳಿಗೆ ಸರ್ಕಾರದ ಯೋಜನೆಗಳನ್ನು ಮನೆ ಬಾಗಿಲಿಗೆ ತಲುಪಿಸುವ ಉದ್ದೇಶದಿಂದ ಕಸಬಾ ಹೋಬಳಿ ವ್ಯಾಪ್ತಿಯಲ್ಲಿ ಪಿಂಚಣಿ ಅದಾಲತ್ ನಡೆಸಲಾಯಿತು. ಈ ಪೈಕಿ 103 ಅರ್ಜಿ ಪ್ರಕರಣಗಳಾಗಿದ್ದು, 23 ಅನರ್ಹ ಪ್ರಕರಣಗಳಾಗಿರುತ್ತವೆ. ಈ ದಿನವೇ 68 ಫಲಾನುಭವಿಗಳಿಗೆ ಮಂಜೂರಾತಿ ಪತ್ರವನ್ನು ವಿತರಿಸಲಾಯಿತು. ಯೋಜನೆಯ ಪ್ರಯೋಜನ ಪಡೆಯಬೇಕು ಎಂದು ಅಧಿಕಾರಿಗಳು ತಿಳಿಸಿದರು. ಪಿರಿಯಾಪಟ್ಟಣ: ಸಾಮಾಜಿಕ ಭದ್ರತಾ ಯೋಜನೆಯಡಿ ಅರ್ಹ ಫಲಾನುಭವಿಗಳಿಗೆ ಸರ್ಕಾರದ ಯೋಜನೆಗಳನ್ನು ಮನೆ ಬಾಗಿಲಿಗೆ ತಲುಪಿಸುವ ಉದ್ದೇಶದಿಂದ ಕಸಬಾ ಹೋಬಳಿ ವ್ಯಾಪ್ತಿಯಲ್ಲಿ ಪಿಂಚಣಿ ಅದಾಲತ್ ನಡೆಸಲಾಯಿತು. ಈ ಪೈಕಿ 103 ಅರ್ಜಿ ಪ್ರಕರಣಗಳಾಗಿದ್ದು, 23 ಅನರ್ಹ ಪ್ರಕರಣಗಳಾಗಿರುತ್ತವೆ. ಈ ದಿನವೇ 68 ಫಲಾನುಭವಿಗಳಿಗೆ ಮಂಜೂರಾತಿ ಪತ್ರವನ್ನು ವಿತರಿಸಲಾಯಿತು. ಯೋಜನೆಯ ಪ್ರಯೋಜನ ಪಡೆಯಬೇಕು ಎಂದು ಅಧಿಕಾರಿಗಳು ತಿಳಿಸಿದರು. ಪಿರಿಯಾಪಟ್ಟಣ: ಸಾಮಾಜಿಕ ಭದ್ರತಾ ಯೋಜನೆಯಡಿ ಅರ್ಹ ಫಲಾನುಭವಿಗಳಿಗೆ ಸರ್ಕಾರದ ಯೋಜನೆಗಳನ್ನು ಮನೆ ಬಾಗಿಲಿಗೆ ತಲುಪಿಸುವ ಉದ್ದೇಶದಿಂದ ಕಸಬಾ ಹೋಬಳಿ ವ್ಯಾಪ್ತಿಯಲ್ಲಿ ಪಿಂಚಣಿ ಅದಾಲತ್ ನಡೆಸಲಾಯಿತು. ಈ ಪೈಕಿ 103 ಅರ್ಜಿ ಪ್ರಕರಣಗಳಾಗಿದ್ದು, 23 ಅನರ್ಹ ಪ್ರಕರಣಗಳಾಗಿರುತ್ತವೆ. ಈ ದಿನವೇ 68 ಫಲಾನುಭವಿಗಳಿಗೆ ಮಂಜೂರಾತಿ ಪತ್ರವನ್ನು ವಿತರಿಸಲಾಯಿತು. ಯೋಜನೆಯ ಪ್ರಯೋಜನ ಪಡೆಯಬೇಕು ಎಂದು ಅಧಿಕಾರಿಗಳು ತಿಳಿಸಿದರು. ಪಿರಿಯಾಪಟ್ಟಣ: ಸಾಮಾಜಿಕ ಭದ್ರತಾ ಯೋಜನೆಯಡಿ ಅರ್ಹ ಫಲಾನುಭವಿಗಳಿಗೆ ಸರ್ಕಾರದ ಯೋಜನೆಗಳನ್ನು ಮನೆ ಬಾಗಿಲಿಗೆ ತಲುಪಿಸುವ ಉದ್ದೇಶದಿಂದ ಕಸಬಾ ಹೋಬಳಿ ವ್ಯಾಪ್ತಿಯಲ್ಲಿ ಪಿಂಚಣಿ ಅದಾಲತ್ ನಡೆಸಲಾಯಿತು. ಈ ಪೈಕಿ 103 ಅರ್ಜಿ ಪ್ರಕರಣಗಳಾಗಿದ್ದು, 23 ಅನರ್ಹ ಪ್ರಕರಣಗಳಾಗಿರುತ್ತವೆ. ಈ ದಿನವೇ 68 ಫಲಾನುಭವಿಗಳಿಗೆ ಮಂಜೂರಾತಿ ಪತ್ರವನ್ನು ವಿತರಿಸಲಾಯಿತು. ಯೋಜನೆಯ ಪ್ರಯೋಜನ ಪಡೆಯಬೇಕು ಎಂದು ಅಧಿಕಾರಿಗಳು ತಿಳಿಸಿದರು. ಪಿರಿಯಾಪಟ್ಟಣ: ಸಾಮಾಜಿಕ ಭದ್ರತಾ ಯೋಜನೆಯಡಿ ಅರ್ಹ ಫಲಾನುಭವಿಗಳಿಗೆ ಸರ್ಕಾರದ ಯೋಜನೆಗಳನ್ನು ಮನೆ ಬಾಗಿಲಿಗೆ ತಲುಪಿಸುವ ಉದ್ದೇಶದಿಂದ ಕಸಬಾ ಹೋಬಳಿ ವ್ಯಾಪ್ತಿಯಲ್ಲಿ ಪಿಂಚಣಿ ಅದಾಲತ್ ನಡೆಸಲಾಯಿತು. ಈ ಪೈಕಿ 103 ಅರ್ಜಿ ಪ್ರಕರಣಗಳಾಗಿದ್ದು, 23 ಅನರ್ಹ ಪ್ರಕರಣಗಳಾಗಿರುತ್ತವೆ. ಈ ದಿನವೇ 68 ಫಲಾನುಭವಿಗಳಿಗೆ ಮಂಜೂರಾತಿ ಪತ್ರವನ್ನು ವಿತರಿಸಲಾಯಿತು. ಯೋಜನೆಯ ಪ್ರಯೋಜನ ಪಡೆಯಬೇಕು ಎಂದು ಅಧಿಕಾರಿಗಳು ತಿಳಿಸಿದರು. bbox=[8, 1202, 330, 1409]
main-article-column-2: ಮೈಸೂರು: ಕರ್ನಾಟಕ ರಾಜ್ಯದಲ್ಲಿ ಮೊದಲ ಬಾರಿಗೆ ಸಮುದಾಯಗಳ ಸಾಮಾಜಿಕ ಆರ್ಥಿಕ ಶೈಕ್ಷಣಿಕ ಸ್ಥಿತಿಗತಿಗಳ ಸಮೀಕ್ಷೆಯನ್ನು ಮಾನ್ಯ ಸಿದ್ದರಾಮಯ್ಯನವರು ಮುಖ್ಯಮಂತ್ರಿಗಳಾಗಿದ್ದ ಸಂದರ್ಭದಲ್ಲಿ ಹಿಂದುಳಿದ ವರ್ಗಗಳ ಆಯೋಗದ ಮೂಲಕ ಸಮೀಕ್ಷೆ ನಡೆಸಿದ್ದಾರೆ. ಈ ಸಮೀಕ್ಷೆಯ ಉದ್ದೇಶ ಎಲ್ಲಾ ಸಮುದಾಯಗಳು ಸೇರಿದಂತೆ ಎಲ್ಲಾ ಸಮುದಾಯಗಳಿಗೆ ಸಾಮಾಜಿಕ ಆರ್ಥಿಕ ಶೈಕ್ಷಣಿಕ ಸ್ಥಿತಿಗತಿಗಳನ್ನು ಅಂಕಿ ಅಂಶಗಳ ಮೂಲಕ ಸಮೀಕ್ಷೆ ನಡೆಸಲಾಗಿದೆ. ವರ್ಗಗಳ ಸಾಮಾಜಿಕ ಆರ್ಥಿಕ ಶೈಕ್ಷಣಿಕ ಸ್ಥಿತಿಗತಿಗಳನ್ನು ಅಂಕಿ ಅಂಶಗಳ ಮೂಲಕ ದೇಶದಾದ್ಯಂತ ಮಾಡಿಸುತ್ತೇವೆ ಎಂದು ಭರವಸೆ ನೀಡಿದೆ. ಈ ಹಿನ್ನೆಲೆಯಲ್ಲಿ ಶಾಸಕರಿಗೆ ನಿರ್ದೇಶನ ನೀಡಲು ರಾಹುಲ್ ಗಾಂಧಿಗೆ ಪತ್ರ ಚಳುವಳಿ ನಡೆಸಲಾಯಿತು. bbox=[198, 290, 368, 387]
sidebar-article-2-body: ಮೈಸೂರು: ಶ್ರೀ ವಿದ್ಯಾ ವಿಕಾಸ ಕಾನೂನು ಅಧ್ಯಯನ ಸಂಸ್ಥೆ, ಮೈಸೂರು ಇವರಿಂದ ಜಿಲ್ಲಾ ಕಾನೂನು ಸೇವೆಗಳ ಪ್ರಾಧಿಕಾರ, ಮೈಸೂರು ಇವರ ಸಹಯೋಗದೊಂದಿಗೆ An IQAC Initiative, ಕಲ್ಪನೆ ಮತ್ತು ಆಂತರಿಕ ಗುಣಮಟ್ಟ ಭರವಸೆ ಜ್ಞಾನವನ್ನು ಹೆಚ್ಚಿಸುವ ಕಾರ್ಯಕ್ರಮದ ನಿಟ್ಟಿನಲ್ಲಿ “NDPS ಕಾಯ್ದೆಯ ಕುರಿತು ಜಾಗೃತಿ ಕಾರ್ಯಕ್ರಮವನ್ನು” ಹಮ್ಮಿಕೊಳ್ಳಲಾಗಿತ್ತು. ಈ ಕಾರ್ಯಕ್ರಮದಲ್ಲಿ ಸಂಪನ್ಮೂಲ ವ್ಯಕ್ತಿ ಹಾಗೂ ಮುಖ್ಯ ಅತಿಥಿಯಾಗಿ ಗೌರವಾನ್ವಿತ ಹಿರಿಯ ಸಿವಿಲ್ ನ್ಯಾಯಾಧೀಶರು ಹಾಗೂ ಜಿಲ್ಲಾ ಕಾನೂನು ಸೇವೆಗಳ ಪ್ರಾಧಿಕಾರದ ಸದಸ್ಯ ಕಾರ್ಯದರ್ಶಿಗಳಾದ ಶ್ರೀ. ದಿನೇಶ್ ಬಿ.ಜಿ. ಇವರು ಭಾಗವಹಿಸಿದ್ದರು. ಬೋಧಕ ಸಿಬ್ಬಂದಿ ಮತ್ತು ವಿದ್ಯಾರ್ಥಿಗಳು ಭಾಗವಹಿಸಿದ್ದರು. bbox=[750, 342, 936, 447]
cm-article-photo bbox=[196, 530, 545, 731]
sidebar-article-4-headline: ಬಹಿರಂಗ ಹರಾಜು ಪ್ರಕ್ರಿಯೆ bbox=[750, 726, 888, 744]
masthead-day: ಬುಧವಾರ bbox=[817, 31, 843, 40]
alemari-article-photo bbox=[729, 1224, 942, 1353]
cm-article-subhead: ಪ್ರಾಮಾಣಿಕವಾಗಿ ಕೆಲಸ ಮಾಡಿ bbox=[571, 529, 719, 546]
bottom-divider-2 bbox=[500, 1140, 501, 1491]
main-article-column-4: ಮೈಸೂರು: ಕರ್ನಾಟಕ ರಾಜ್ಯದಲ್ಲಿ ಮೊದಲ ಬಾರಿಗೆ ಸಮುದಾಯಗಳ ಸಾಮಾಜಿಕ ಆರ್ಥಿಕ ಶೈಕ್ಷಣಿಕ ಸ್ಥಿತಿಗತಿಗಳ ಸಮೀಕ್ಷೆಯನ್ನು ಮಾನ್ಯ ಸಿದ್ದರಾಮಯ್ಯನವರು ಮುಖ್ಯಮಂತ್ರಿಗಳಾಗಿದ್ದ ಸಂದರ್ಭದಲ್ಲಿ ಹಿಂದುಳಿದ ವರ್ಗಗಳ ಆಯೋಗದ ಮೂಲಕ ಸಮೀಕ್ಷೆ ನಡೆಸಿದ್ದಾರೆ. ಈ ಸಮೀಕ್ಷೆಯ ಉದ್ದೇಶ ಎಲ್ಲಾ ಸಮುದಾಯಗಳು ಸೇರಿದಂತೆ ಎಲ್ಲಾ ಸಮುದಾಯಗಳಿಗೆ ಸಾಮಾಜಿಕ ಆರ್ಥಿಕ ಶೈಕ್ಷಣಿಕ ಸ್ಥಿತಿಗತಿಗಳನ್ನು ಅಂಕಿ ಅಂಶಗಳ ಮೂಲಕ ಸಮೀಕ್ಷೆ ನಡೆಸಲಾಗಿದೆ. ವರ್ಗಗಳ ಸಾಮಾಜಿಕ ಆರ್ಥಿಕ ಶೈಕ್ಷಣಿಕ ಸ್ಥಿತಿಗತಿಗಳನ್ನು ಅಂಕಿ ಅಂಶಗಳ ಮೂಲಕ ದೇಶದಾದ್ಯಂತ ಮಾಡಿಸುತ್ತೇವೆ ಎಂದು ಭರವಸೆ ನೀಡಿದೆ. ಈ ಹಿನ್ನೆಲೆಯಲ್ಲಿ ಶಾಸಕರಿಗೆ ನಿರ್ದೇಶನ ನೀಡಲು ರಾಹುಲ್ ಗಾಂಧಿಗೆ ಪತ್ರ ಚಳುವಳಿ ನಡೆಸಲಾಯಿತು. ಮೈಸೂರು: ಕರ್ನಾಟಕ ರಾಜ್ಯದಲ್ಲಿ ಮೊದಲ ಬಾರಿಗೆ ಸಮುದಾಯಗಳ ಸಾಮಾಜಿಕ ಆರ್ಥಿಕ ಶೈಕ್ಷಣಿಕ ಸ್ಥಿತಿಗತಿಗಳ ಸಮೀಕ್ಷೆಯನ್ನು ಮಾನ್ಯ ಸಿದ್ದರಾಮಯ್ಯನವರು ಮುಖ್ಯಮಂತ್ರಿಗಳಾಗಿದ್ದ ಸಂದರ್ಭದಲ್ಲಿ ಹಿಂದುಳಿದ ವರ್ಗಗಳ ಆಯೋಗದ ಮೂಲಕ ಸಮೀಕ್ಷೆ ನಡೆಸಿದ್ದಾರೆ. ಈ ಸಮೀಕ್ಷೆಯ ಉದ್ದೇಶ ಎಲ್ಲಾ ಸಮುದಾಯಗಳು ಸೇರಿದಂತೆ ಎಲ್ಲಾ ಸಮುದಾಯಗಳಿಗೆ ಸಾಮಾಜಿಕ ಆರ್ಥಿಕ ಶೈಕ್ಷಣಿಕ ಸ್ಥಿತಿಗತಿಗಳನ್ನು ಅಂಕಿ ಅಂಶಗಳ ಮೂಲಕ ಸಮೀಕ್ಷೆ ನಡೆಸಲಾಗಿದೆ. ವರ್ಗಗಳ ಸಾಮಾಜಿಕ ಆರ್ಥಿಕ ಶೈಕ್ಷಣಿಕ ಸ್ಥಿತಿಗತಿಗಳನ್ನು ಅಂಕಿ ಅಂಶಗಳ ಮೂಲಕ ದೇಶದಾದ್ಯಂತ ಮಾಡಿಸುತ್ತೇವೆ ಎಂದು ಭರವಸೆ ನೀಡಿದೆ. ಈ ಹಿನ್ನೆಲೆಯಲ್ಲಿ ಶಾಸಕರಿಗೆ ನಿರ್ದೇಶನ ನೀಡಲು ರಾಹುಲ್ ಗಾಂಧಿಗೆ ಪತ್ರ ಚಳುವಳಿ ನಡೆಸಲಾಯಿತು. bbox=[558, 140, 738, 324]
cm-article-column-4: ಕಂದಾಯ ಇಲಾಖೆಯ ಸೇವೆಗಳು ಜನಸಾಮಾನ್ಯರಿಗೆ ಕ್ಷಿಪ್ರವಾಗಿ ತಲುಪಬೇಕು. ನಮ್ಮ ಸರ್ಕಾರದ ಅವಧಿಯಲ್ಲಿ 12 ಗಂಟೆಗಳಲ್ಲಿ 10,700 ಪ್ರಮಾಣಪತ್ರ, 10,284 ಪ್ರಮಾಣಪತ್ರಗಳನ್ನು ವಿತರಿಸಲಾಗಿದೆ. ಸುಮಾರು 69,800 ಪ್ರಕರಣಗಳು ಇತ್ಯರ್ಥಗೊಂಡಿವೆ. 21 ಸಾವಿರ ಪ್ರಕರಣಗಳಲ್ಲಿ ಪರಿಹಾರ ಒದಗಿಸಲಾಗಿದೆ. ಅಧಿಕಾರಿಗಳು ಪ್ರಾಮಾಣಿಕವಾಗಿ ಕೆಲಸ ಮಾಡಬೇಕು ಎಂದು ತಿಳಿಸಿದರು. ಕಂದಾಯ ಇಲಾಖೆಯ ಸೇವೆಗಳು ಜನಸಾಮಾನ್ಯರಿಗೆ ಕ್ಷಿಪ್ರವಾಗಿ ತಲುಪಬೇಕು. ನಮ್ಮ ಸರ್ಕಾರದ ಅವಧಿಯಲ್ಲಿ 12 ಗಂಟೆಗಳಲ್ಲಿ 10,700 ಪ್ರಮಾಣಪತ್ರ, 10,284 ಪ್ರಮಾಣಪತ್ರಗಳನ್ನು ವಿತರಿಸಲಾಗಿದೆ. ಸುಮಾರು 69,800 ಪ್ರಕರಣಗಳು ಇತ್ಯರ್ಥಗೊಂಡಿವೆ. 21 ಸಾವಿರ ಪ್ರಕರಣಗಳಲ್ಲಿ ಪರಿಹಾರ ಒದಗಿಸಲಾಗಿದೆ. ಅಧಿಕಾರಿಗಳು ಪ್ರಾಮಾಣಿಕವಾಗಿ ಕೆಲಸ ಮಾಡಬೇಕು ಎಂದು ತಿಳಿಸಿದರು. ಕಂದಾಯ ಇಲಾಖೆಯ ಸೇವೆಗಳು ಜನಸಾಮಾನ್ಯರಿಗೆ ಕ್ಷಿಪ್ರವಾಗಿ ತಲುಪಬೇಕು. ನಮ್ಮ ಸರ್ಕಾರದ ಅವಧಿಯಲ್ಲಿ 12 ಗಂಟೆಗಳಲ್ಲಿ 10,700 ಪ್ರಮಾಣಪತ್ರ, 10,284 ಪ್ರಮಾಣಪತ್ರಗಳನ್ನು ವಿತರಿಸಲಾಗಿದೆ. ಸುಮಾರು 69,800 ಪ್ರಕರಣಗಳು ಇತ್ಯರ್ಥಗೊಂಡಿವೆ. 21 ಸಾವಿರ ಪ್ರಕರಣಗಳಲ್ಲಿ ಪರಿಹಾರ ಒದಗಿಸಲಾಗಿದೆ. ಅಧಿಕಾರಿಗಳು ಪ್ರಾಮಾಣಿಕವಾಗಿ ಕೆಲಸ ಮಾಡಬೇಕು ಎಂದು ತಿಳಿಸಿದರು. bbox=[552, 556, 738, 711]
masthead-date: 30.4.2025 bbox=[812, 41, 848, 50]
sidebar-article-3-headline: ಅಪರಿಚಿತ ವ್ಯಕ್ತಿ ಶವ ಪತ್ತೆ bbox=[750, 528, 877, 546]
section-label: ಬೆಂ.ಗ್ರಾಮಾಂತರ-ರಾಮನಗರ bbox=[18, 29, 213, 53]
article-divider-1 bbox=[28, 443, 738, 444]
main-article-headline: ಶಾಸಕರಿಗೆ ನಿರ್ದೇಶನ ನೀಡಲು ರಾಹುಲ್ ಗಾಂಧಿಗೆ ಪತ್ರ ಚಳುವಳಿ bbox=[105, 88, 647, 119]
